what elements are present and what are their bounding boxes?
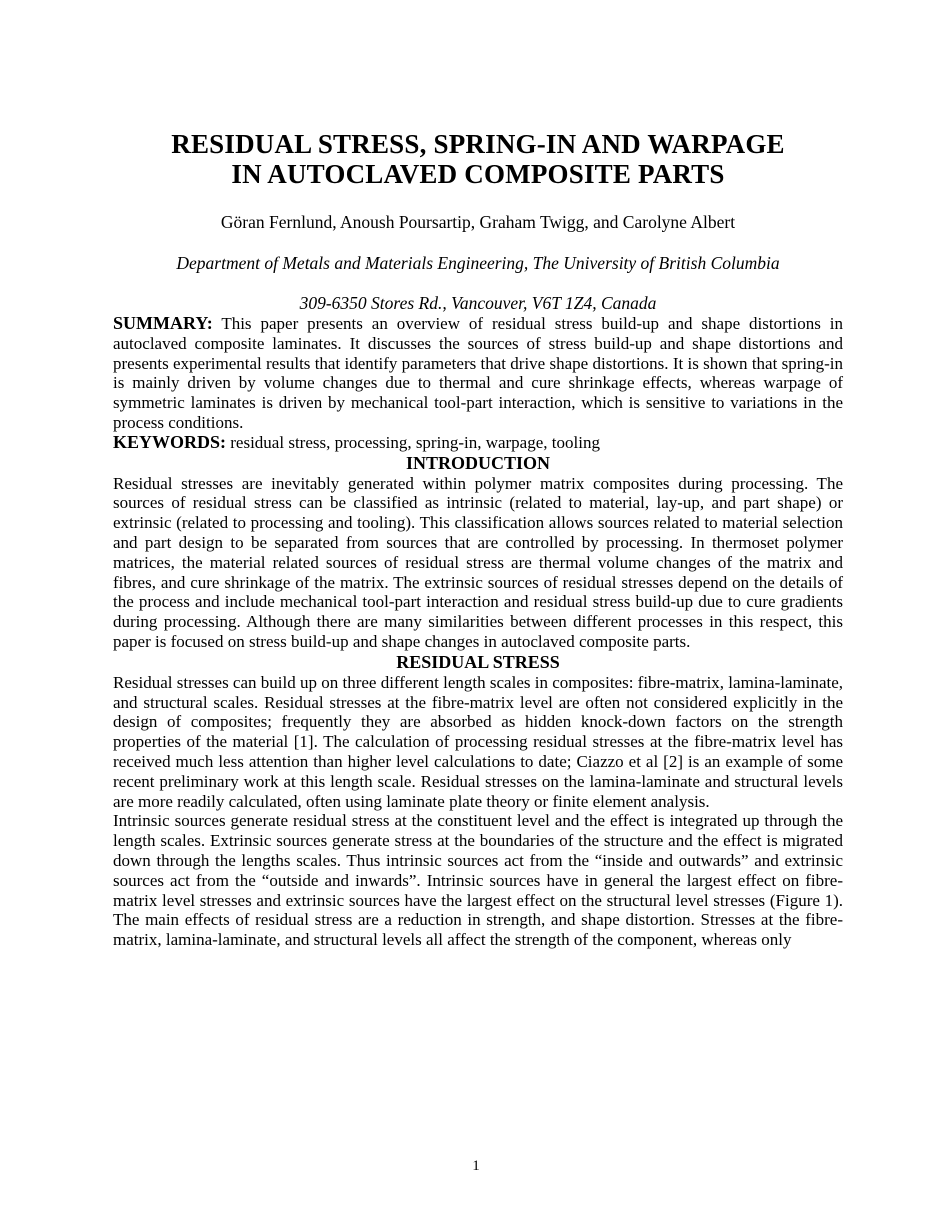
summary-text: This paper presents an overview of residual stress build-up and shape distortions in autoclaved composite laminates. It discusses the sources of stress build-up and shape distortions and presents experimental results that identify parameters that drive shape distortions. It is shown that spring-in is mainly driven by volume changes due to thermal and cure shrinkage effects, whereas warpage of symmetric laminates is driven by mechanical tool-part interaction, which is sensitive to variations in the process conditions. [113,314,843,433]
address-line: 309-6350 Stores Rd., Vancouver, V6T 1Z4, Canada [299,293,657,314]
section-heading-introduction: INTRODUCTION [405,452,551,473]
section-heading-residual-stress: RESIDUAL STRESS [396,651,560,672]
summary-paragraph [113,314,843,433]
residual-stress-paragraph-1: Residual stresses can build up on three different length scales in composites: fibre-matrix, lamina-laminate, and structural scales. Residual stresses at the fibre-matrix level are often not considered explicitly in the design of composites; frequently they are absorbed as hidden knock-down factors on the strength properties of the material [1]. The calculation of processing residual stresses at the fibre-matrix level has received much less attention than higher level calculations to date; Ciazzo et al [2] is an example of some recent preliminary work at this length scale. Residual stresses on the lamina-laminate and structural levels are more readily calculated, often using laminate plate theory or finite element analysis. [113,672,844,811]
paper-title-line-1: RESIDUAL STRESS, SPRING-IN AND WARPAGE [171,129,785,160]
residual-stress-paragraph-2: Intrinsic sources generate residual stress at the constituent level and the effect is integrated up through the length scales. Extrinsic sources generate stress at the boundaries of the structure and the effect is migrated down through the lengths scales. Thus intrinsic sources act from the “inside and outwards” and extrinsic sources act from the “outside and inwards”. Intrinsic sources have in general the largest effect on fibre-matrix level stresses and extrinsic sources have the largest effect on the structural level stresses (Figure 1). The main effects of residual stress are a reduction in strength, and shape distortion. Stresses at the fibre-matrix, lamina-laminate, and structural levels all affect the strength of the component, whereas only [113,811,843,950]
keywords-label: KEYWORDS: [113,431,227,452]
page-number: 1 [472,1158,480,1174]
paper-title [113,129,843,189]
authors-line: Göran Fernlund, Anoush Poursartip, Graham Twigg, and Carolyne Albert [220,212,736,233]
paper-title-line-2: IN AUTOCLAVED COMPOSITE PARTS [231,159,725,190]
keywords-paragraph [113,433,843,453]
summary-label: SUMMARY: [113,313,213,334]
introduction-paragraph: Residual stresses are inevitably generated within polymer matrix composites during processing. The sources of residual stress can be classified as intrinsic (related to material, lay-up, and part shape) or extrinsic (related to processing and tooling). This classification allows sources related to material selection and part design to be separated from sources that are controlled by processing. In thermoset polymer matrices, the material related sources of residual stress are thermal volume changes of the matrix and fibres, and cure shrinkage of the matrix. The extrinsic sources of residual stresses depend on the details of the process and include mechanical tool-part interaction and residual stress build-up due to cure gradients during processing. Although there are many similarities between different processes in this respect, this paper is focused on stress build-up and shape changes in autoclaved composite parts. [113,473,843,652]
affiliation-line: Department of Metals and Materials Engineering, The University of British Columbia [176,253,780,274]
keywords-text: residual stress, processing, spring-in, warpage, tooling [230,432,600,452]
